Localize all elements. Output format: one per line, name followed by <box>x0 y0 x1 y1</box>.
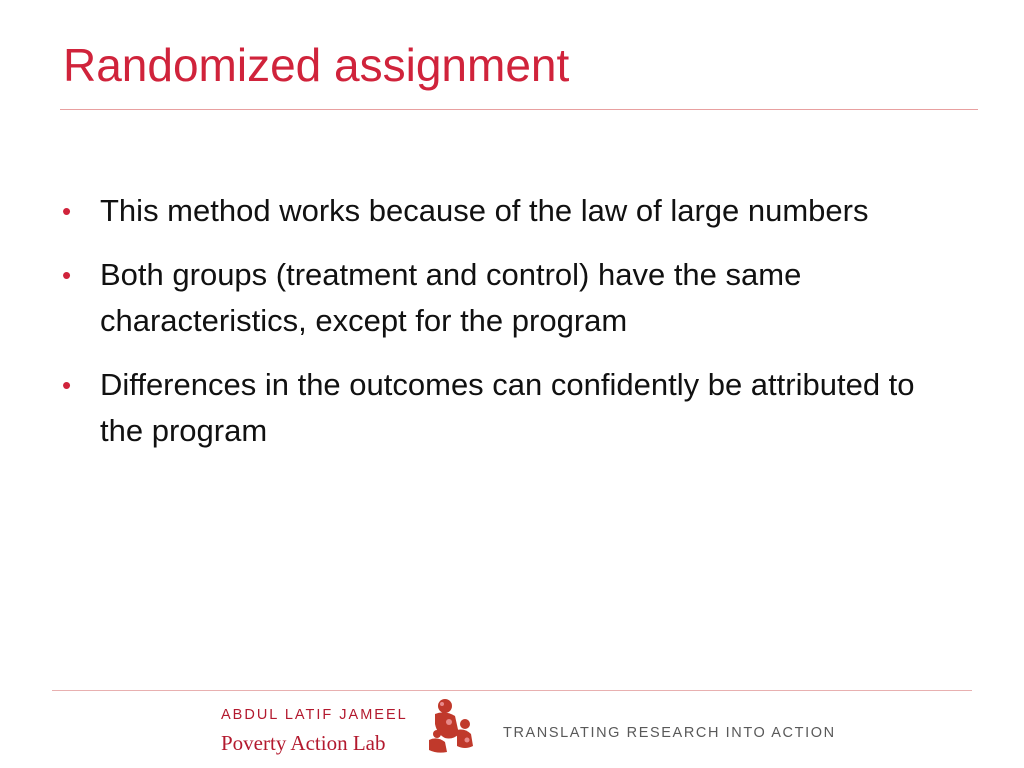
bullet-text: This method works because of the law of large numbers <box>100 193 869 228</box>
bullet-item <box>60 252 960 344</box>
bullet-text: Differences in the outcomes can confidently be attributed to the program <box>100 367 915 448</box>
bullet-dot-icon: • <box>62 260 72 290</box>
bullet-dot-icon: • <box>62 370 72 400</box>
bullet-dot-icon: • <box>62 196 72 226</box>
logo-wordmark-top: ABDUL LATIF JAMEEL <box>221 707 408 723</box>
title-divider <box>60 109 978 110</box>
tagline: TRANSLATING RESEARCH INTO ACTION <box>503 725 836 741</box>
bullet-list <box>60 188 960 472</box>
footer-divider <box>52 690 972 691</box>
slide-title: Randomized assignment <box>63 39 570 91</box>
bullet-item <box>60 188 960 234</box>
bullet-text: Both groups (treatment and control) have the same characteristics, except for the program <box>100 257 802 338</box>
logo-wordmark-bottom: Poverty Action Lab <box>221 731 386 755</box>
bullet-item <box>60 362 960 454</box>
mother-and-children-illustration-icon <box>425 694 487 756</box>
